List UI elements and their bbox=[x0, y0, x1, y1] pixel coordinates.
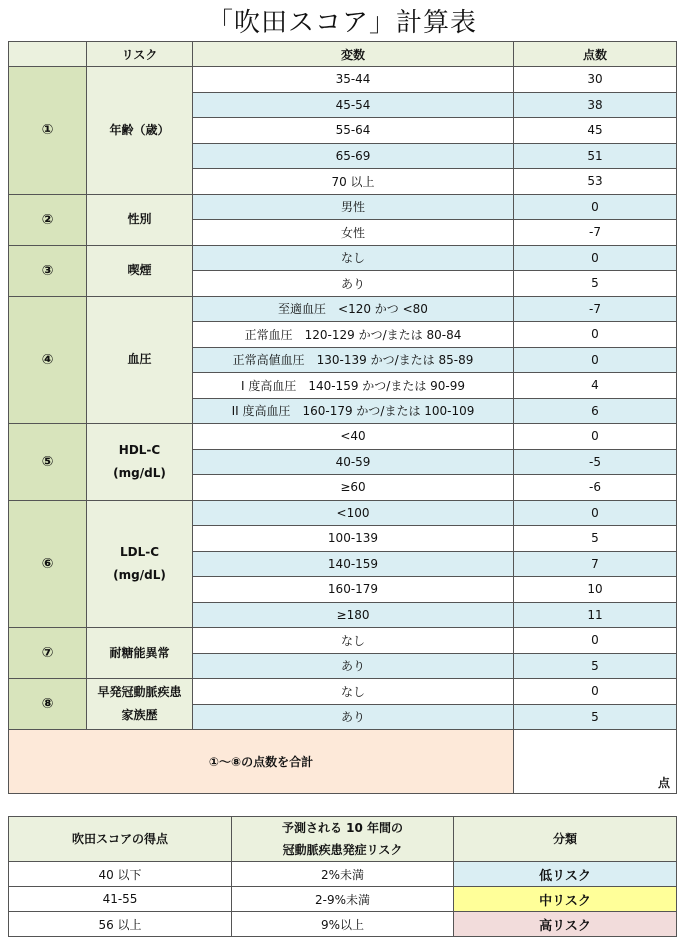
points-cell: 0 bbox=[514, 245, 677, 271]
variable-cell: I 度高血圧 140-159 かつ/または 90-99 bbox=[193, 373, 514, 399]
predicted-risk-cell: 2%未満 bbox=[232, 862, 454, 887]
risk-factor-line: 年齢（歳） bbox=[109, 122, 170, 137]
points-cell: 5 bbox=[514, 653, 677, 679]
risk-category-cell: 低リスク bbox=[454, 862, 677, 887]
total-score-input[interactable] bbox=[514, 730, 677, 794]
group-number: ④ bbox=[9, 296, 87, 424]
points-cell: 5 bbox=[514, 704, 677, 730]
group-number: ② bbox=[9, 194, 87, 245]
variable-cell: 70 以上 bbox=[193, 169, 514, 195]
points-cell: -7 bbox=[514, 220, 677, 246]
variable-cell: 55-64 bbox=[193, 118, 514, 144]
score-table bbox=[8, 41, 677, 794]
classification-row bbox=[9, 887, 677, 912]
variable-cell: 至適血圧 <120 かつ <80 bbox=[193, 296, 514, 322]
points-cell: 11 bbox=[514, 602, 677, 628]
points-cell: 0 bbox=[514, 424, 677, 450]
group-number: ⑤ bbox=[9, 424, 87, 501]
points-cell: 5 bbox=[514, 526, 677, 552]
variable-cell: なし bbox=[193, 679, 514, 705]
points-cell: 0 bbox=[514, 194, 677, 220]
risk-factor-line: 血圧 bbox=[127, 352, 152, 367]
points-cell: 0 bbox=[514, 347, 677, 373]
variable-cell: 45-54 bbox=[193, 92, 514, 118]
variable-cell: あり bbox=[193, 704, 514, 730]
variable-cell: 65-69 bbox=[193, 143, 514, 169]
score-range-cell: 41-55 bbox=[9, 887, 232, 912]
points-cell: 51 bbox=[514, 143, 677, 169]
points-cell: 38 bbox=[514, 92, 677, 118]
points-cell: 53 bbox=[514, 169, 677, 195]
risk-factor-label bbox=[87, 424, 193, 501]
group-number: ⑥ bbox=[9, 500, 87, 628]
risk-factor-line: (mg/dL) bbox=[113, 465, 166, 480]
total-unit: 点 bbox=[657, 776, 670, 790]
variable-cell: II 度高血圧 160-179 かつ/または 100-109 bbox=[193, 398, 514, 424]
points-cell: 4 bbox=[514, 373, 677, 399]
score-row bbox=[9, 424, 677, 450]
variable-cell: <40 bbox=[193, 424, 514, 450]
variable-cell: なし bbox=[193, 628, 514, 654]
risk-factor-label bbox=[87, 628, 193, 679]
points-cell: -5 bbox=[514, 449, 677, 475]
classification-row bbox=[9, 912, 677, 937]
score-row bbox=[9, 245, 677, 271]
score-row bbox=[9, 679, 677, 705]
risk-factor-label bbox=[87, 500, 193, 628]
score-range-cell: 40 以下 bbox=[9, 862, 232, 887]
risk-factor-label bbox=[87, 67, 193, 195]
score-row bbox=[9, 628, 677, 654]
header-predicted-risk bbox=[232, 817, 454, 862]
risk-factor-line: 耐糖能異常 bbox=[109, 645, 170, 660]
header-risk: リスク bbox=[87, 42, 193, 67]
total-row bbox=[9, 730, 677, 794]
points-cell: 10 bbox=[514, 577, 677, 603]
variable-cell: 140-159 bbox=[193, 551, 514, 577]
points-cell: 0 bbox=[514, 322, 677, 348]
header-points: 点数 bbox=[514, 42, 677, 67]
points-cell: 0 bbox=[514, 628, 677, 654]
points-cell: 0 bbox=[514, 500, 677, 526]
points-cell: -7 bbox=[514, 296, 677, 322]
variable-cell: 40-59 bbox=[193, 449, 514, 475]
corner-diagonal-cell bbox=[9, 42, 87, 67]
variable-cell: ≥60 bbox=[193, 475, 514, 501]
predicted-risk-cell: 9%以上 bbox=[232, 912, 454, 937]
variable-cell: 正常高値血圧 130-139 かつ/または 85-89 bbox=[193, 347, 514, 373]
variable-cell: 女性 bbox=[193, 220, 514, 246]
variable-cell: 100-139 bbox=[193, 526, 514, 552]
risk-factor-line: LDL-C bbox=[119, 544, 160, 559]
group-number: ⑧ bbox=[9, 679, 87, 730]
group-number: ⑦ bbox=[9, 628, 87, 679]
risk-category-cell: 高リスク bbox=[454, 912, 677, 937]
group-number: ① bbox=[9, 67, 87, 195]
score-row bbox=[9, 194, 677, 220]
classification-header bbox=[9, 817, 677, 862]
variable-cell: <100 bbox=[193, 500, 514, 526]
risk-factor-line: (mg/dL) bbox=[113, 567, 166, 582]
header-predicted-line-1: 予測される 10 年間の bbox=[281, 821, 404, 835]
classification-row bbox=[9, 862, 677, 887]
variable-cell: あり bbox=[193, 653, 514, 679]
risk-factor-line: 家族歴 bbox=[121, 708, 158, 722]
variable-cell: 正常血圧 120-129 かつ/または 80-84 bbox=[193, 322, 514, 348]
risk-factor-line: HDL-C bbox=[118, 442, 161, 457]
classification-table bbox=[8, 816, 677, 937]
variable-cell: 160-179 bbox=[193, 577, 514, 603]
points-cell: 7 bbox=[514, 551, 677, 577]
risk-factor-label bbox=[87, 679, 193, 730]
variable-cell: なし bbox=[193, 245, 514, 271]
risk-factor-line: 喫煙 bbox=[127, 263, 152, 277]
risk-factor-label bbox=[87, 194, 193, 245]
risk-factor-line: 性別 bbox=[127, 212, 152, 226]
points-cell: 45 bbox=[514, 118, 677, 144]
group-number: ③ bbox=[9, 245, 87, 296]
score-table-header bbox=[9, 42, 677, 67]
points-cell: 0 bbox=[514, 679, 677, 705]
header-score: 吹田スコアの得点 bbox=[9, 817, 232, 862]
page-title: 「吹田スコア」計算表 bbox=[206, 8, 477, 38]
variable-cell: あり bbox=[193, 271, 514, 297]
score-row bbox=[9, 500, 677, 526]
variable-cell: 男性 bbox=[193, 194, 514, 220]
score-row bbox=[9, 296, 677, 322]
risk-category-cell: 中リスク bbox=[454, 887, 677, 912]
points-cell: 6 bbox=[514, 398, 677, 424]
score-row bbox=[9, 67, 677, 93]
score-range-cell: 56 以上 bbox=[9, 912, 232, 937]
header-category: 分類 bbox=[454, 817, 677, 862]
header-predicted-line-2: 冠動脈疾患発症リスク bbox=[282, 843, 403, 857]
total-label: ①～⑧の点数を合計 bbox=[9, 730, 514, 794]
points-cell: 30 bbox=[514, 67, 677, 93]
points-cell: -6 bbox=[514, 475, 677, 501]
points-cell: 5 bbox=[514, 271, 677, 297]
header-variable: 変数 bbox=[193, 42, 514, 67]
predicted-risk-cell: 2-9%未満 bbox=[232, 887, 454, 912]
variable-cell: ≥180 bbox=[193, 602, 514, 628]
variable-cell: 35-44 bbox=[193, 67, 514, 93]
risk-factor-label bbox=[87, 245, 193, 296]
risk-factor-label bbox=[87, 296, 193, 424]
risk-factor-line: 早発冠動脈疾患 bbox=[97, 685, 182, 699]
